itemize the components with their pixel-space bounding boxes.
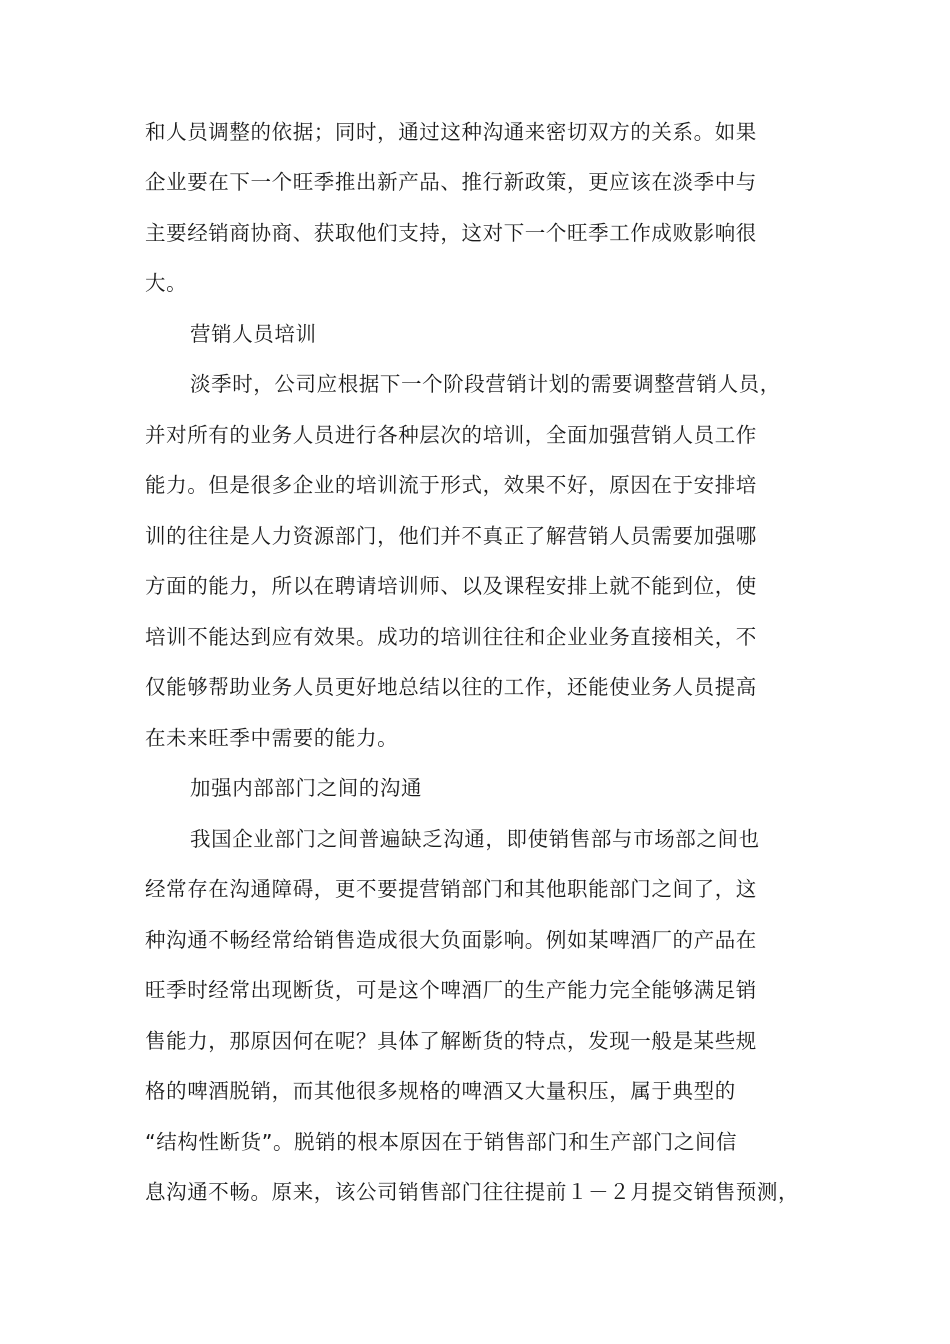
paragraph-line: 大。 <box>145 271 188 295</box>
paragraph-line: 和人员调整的依据；同时，通过这种沟通来密切双方的关系。如果 <box>145 120 757 144</box>
paragraph-line: 在未来旺季中需要的能力。 <box>145 726 399 750</box>
paragraph-line: 淡季时，公司应根据下一个阶段营销计划的需要调整营销人员， <box>190 372 781 396</box>
paragraph-line: 经常存在沟通障碍，更不要提营销部门和其他职能部门之间了，这 <box>145 877 757 901</box>
paragraph-line: 息沟通不畅。原来，该公司销售部门往往提前１－２月提交销售预测， <box>145 1180 800 1204</box>
paragraph-line: 训的往往是人力资源部门，他们并不真正了解营销人员需要加强哪 <box>145 524 757 548</box>
paragraph-line: 售能力，那原因何在呢？具体了解断货的特点，发现一般是某些规 <box>145 1029 757 1053</box>
section-heading: 营销人员培训 <box>190 322 317 346</box>
paragraph-line: 企业要在下一个旺季推出新产品、推行新政策，更应该在淡季中与 <box>145 170 757 194</box>
paragraph-line: 并对所有的业务人员进行各种层次的培训，全面加强营销人员工作 <box>145 423 757 447</box>
paragraph-line: 旺季时经常出现断货，可是这个啤酒厂的生产能力完全能够满足销 <box>145 978 757 1002</box>
paragraph-line: “结构性断货”。脱销的根本原因在于销售部门和生产部门之间信 <box>145 1130 738 1154</box>
paragraph-line: 方面的能力，所以在聘请培训师、以及课程安排上就不能到位，使 <box>145 574 757 598</box>
paragraph-line: 主要经销商协商、获取他们支持，这对下一个旺季工作成败影响很 <box>145 221 757 245</box>
paragraph-line: 仅能够帮助业务人员更好地总结以往的工作，还能使业务人员提高 <box>145 675 757 699</box>
paragraph-line: 我国企业部门之间普遍缺乏沟通，即使销售部与市场部之间也 <box>190 827 760 851</box>
paragraph-line: 能力。但是很多企业的培训流于形式，效果不好，原因在于安排培 <box>145 473 757 497</box>
paragraph-line: 格的啤酒脱销，而其他很多规格的啤酒又大量积压，属于典型的 <box>145 1079 736 1103</box>
section-heading: 加强内部部门之间的沟通 <box>190 776 423 800</box>
paragraph-line: 培训不能达到应有效果。成功的培训往往和企业业务直接相关，不 <box>145 625 757 649</box>
paragraph-line: 种沟通不畅经常给销售造成很大负面影响。例如某啤酒厂的产品在 <box>145 928 757 952</box>
